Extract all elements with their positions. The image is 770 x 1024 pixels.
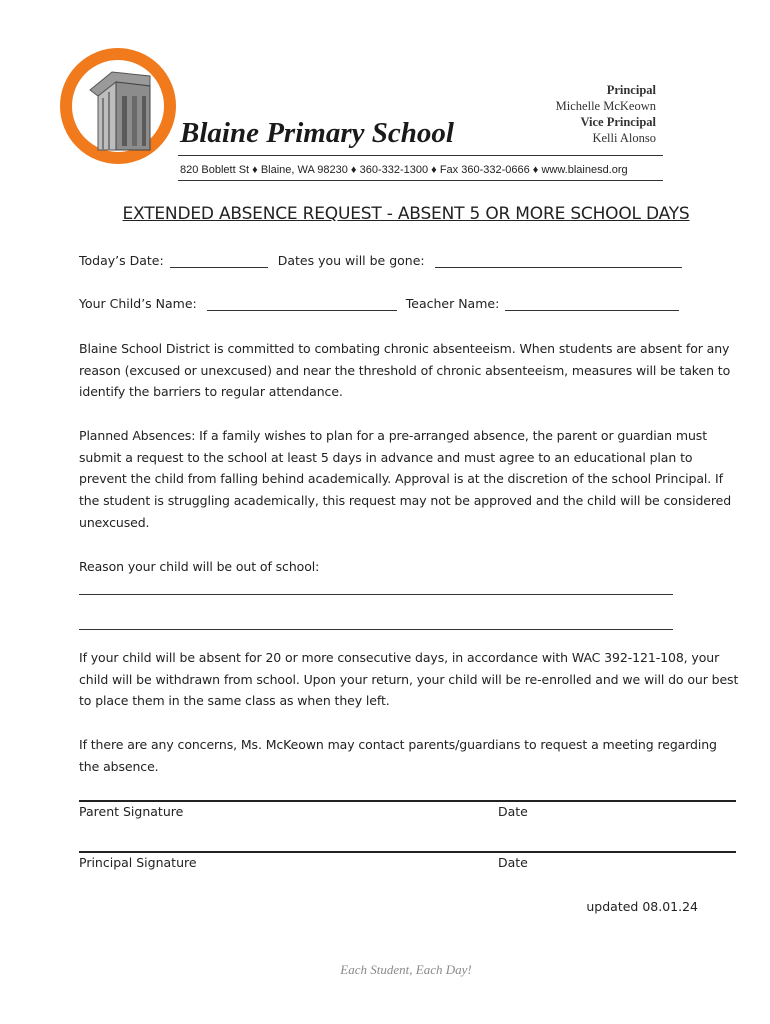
child-name-label: Your Child’s Name:	[79, 296, 197, 311]
parent-date-label: Date	[498, 804, 528, 819]
dates-gone-label: Dates you will be gone:	[277, 253, 425, 268]
staff-block	[556, 82, 656, 146]
header-rule-bottom	[178, 180, 663, 181]
school-address: 820 Boblett St ♦ Blaine, WA 98230 ♦ 360-332-1300 ♦ Fax 360-332-0666 ♦ www.blainesd.org	[180, 164, 628, 176]
form-title: EXTENDED ABSENCE REQUEST - ABSENT 5 OR MORE SCHOOL DAYS	[122, 204, 690, 224]
school-name: Blaine Primary School	[180, 117, 454, 149]
school-logo	[58, 46, 178, 166]
parent-signature-line[interactable]	[79, 800, 736, 802]
dates-gone-field[interactable]	[435, 254, 682, 268]
teacher-name-label: Teacher Name:	[405, 296, 500, 311]
concerns-paragraph: If there are any concerns, Ms. McKeown may contact parents/guardians to request a meeting regarding the absence.	[79, 737, 717, 774]
principal-name: Michelle McKeown	[555, 99, 656, 113]
todays-date-label: Today’s Date:	[79, 253, 164, 268]
commitment-paragraph: Blaine School District is committed to combating chronic absenteeism. When students are absent for any reason (excused or unexcused) and near the threshold of chronic absenteeism, measures will be taken to identify the barriers to regular attendance.	[79, 341, 731, 400]
principal-signature-label: Principal Signature	[79, 855, 197, 870]
todays-date-field[interactable]	[170, 254, 268, 268]
reason-line-2[interactable]	[79, 629, 673, 630]
logo-building	[90, 72, 150, 150]
parent-signature-label: Parent Signature	[79, 804, 184, 819]
withdrawal-paragraph: If your child will be absent for 20 or more consecutive days, in accordance with WAC 392-121-108, your child will be withdrawn from school. Upon your return, your child will be re-enrolled and we will do our best to place them in the same class as when they left.	[79, 650, 739, 709]
reason-label: Reason your child will be out of school:	[79, 559, 320, 574]
name-row	[79, 296, 679, 311]
planned-absences-paragraph: Planned Absences: If a family wishes to plan for a pre-arranged absence, the parent or guardian must submit a request to the school at least 5 days in advance and must agree to an educational plan to prevent the child from falling behind academically. Approval is at the discretion of the school Principal. If the student is struggling academically, this request may not be approved and the child will be considered unexcused.	[79, 428, 732, 530]
reason-line-1[interactable]	[79, 594, 673, 595]
child-name-field[interactable]	[207, 297, 397, 311]
vice-principal-name: Kelli Alonso	[592, 131, 656, 145]
date-row	[79, 253, 682, 268]
principal-label: Principal	[606, 83, 656, 97]
header-rule-top	[178, 155, 663, 156]
updated-date: updated 08.01.24	[586, 899, 698, 914]
vice-principal-label: Vice Principal	[580, 115, 656, 129]
principal-signature-line[interactable]	[79, 851, 736, 853]
principal-date-label: Date	[498, 855, 528, 870]
footer-motto: Each Student, Each Day!	[340, 962, 472, 977]
teacher-name-field[interactable]	[505, 297, 679, 311]
